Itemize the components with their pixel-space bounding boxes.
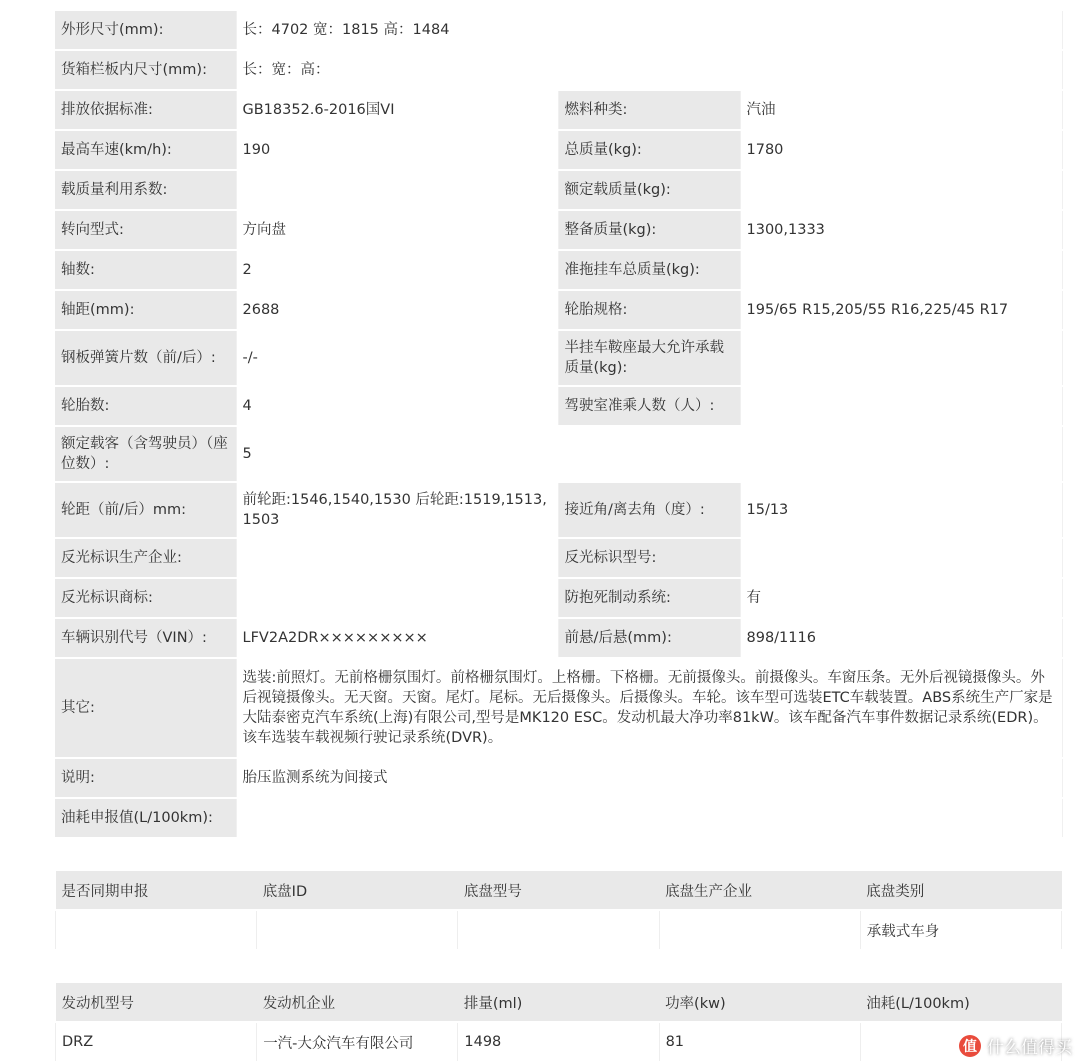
spec-row — [55, 386, 1062, 426]
spec-label: 最高车速(km/h): — [55, 130, 236, 170]
spec-value — [740, 538, 1062, 578]
spec-value: 前轮距:1546,1540,1530 后轮距:1519,1513,1503 — [236, 482, 558, 538]
spec-label: 外形尺寸(mm): — [55, 10, 236, 50]
spec-row — [55, 618, 1062, 658]
chassis-cell — [257, 910, 458, 950]
engine-cell: 一汽-大众汽车有限公司 — [257, 1022, 458, 1062]
spec-value: 胎压监测系统为间接式 — [236, 758, 1062, 798]
engine-header-cell: 功率(kw) — [659, 982, 860, 1022]
engine-header-row — [56, 982, 1062, 1022]
engine-header-cell: 发动机型号 — [56, 982, 257, 1022]
engine-header-cell: 发动机企业 — [257, 982, 458, 1022]
chassis-cell — [458, 910, 659, 950]
spec-row — [55, 210, 1062, 250]
chassis-cell: 承载式车身 — [860, 910, 1061, 950]
spec-value — [740, 386, 1062, 426]
spec-value: 2 — [236, 250, 558, 290]
spec-row — [55, 130, 1062, 170]
spec-label: 额定载质量(kg): — [558, 170, 740, 210]
chassis-cell — [659, 910, 860, 950]
spec-label: 车辆识别代号（VIN）: — [55, 618, 236, 658]
spec-value — [740, 170, 1062, 210]
spec-label: 整备质量(kg): — [558, 210, 740, 250]
spec-label: 轮胎数: — [55, 386, 236, 426]
spec-row — [55, 538, 1062, 578]
spec-label: 轮距（前/后）mm: — [55, 482, 236, 538]
spec-value — [236, 170, 558, 210]
spec-value: 5 — [236, 426, 1062, 482]
spec-label: 反光标识商标: — [55, 578, 236, 618]
spec-row — [55, 482, 1062, 538]
vehicle-spec-table — [55, 9, 1063, 839]
spec-value — [740, 250, 1062, 290]
spec-label: 半挂车鞍座最大允许承载质量(kg): — [558, 330, 740, 386]
spec-row — [55, 250, 1062, 290]
spec-label: 说明: — [55, 758, 236, 798]
spec-value: 195/65 R15,205/55 R16,225/45 R17 — [740, 290, 1062, 330]
spec-row — [55, 90, 1062, 130]
spec-label: 轴距(mm): — [55, 290, 236, 330]
spec-value — [740, 330, 1062, 386]
spec-label: 燃料种类: — [558, 90, 740, 130]
spec-row — [55, 170, 1062, 210]
spec-label: 接近角/离去角（度）: — [558, 482, 740, 538]
engine-table — [55, 981, 1062, 1063]
spec-value — [236, 798, 1062, 838]
spec-row — [55, 426, 1062, 482]
chassis-table — [55, 869, 1062, 951]
document-frame — [55, 9, 1062, 1063]
site-watermark — [959, 1033, 1072, 1058]
spec-label: 载质量利用系数: — [55, 170, 236, 210]
chassis-header-cell: 底盘型号 — [458, 870, 659, 910]
spec-value: 1300,1333 — [740, 210, 1062, 250]
spec-row — [55, 50, 1062, 90]
spec-label: 反光标识型号: — [558, 538, 740, 578]
chassis-header-row — [56, 870, 1062, 910]
spec-value — [236, 538, 558, 578]
spec-row — [55, 658, 1062, 758]
spec-value — [236, 578, 558, 618]
spec-value: GB18352.6-2016国VI — [236, 90, 558, 130]
spec-label: 准拖挂车总质量(kg): — [558, 250, 740, 290]
spec-label: 反光标识生产企业: — [55, 538, 236, 578]
spec-label: 防抱死制动系统: — [558, 578, 740, 618]
chassis-header-cell: 底盘ID — [257, 870, 458, 910]
spec-row — [55, 758, 1062, 798]
spec-row — [55, 798, 1062, 838]
spec-label: 前悬/后悬(mm): — [558, 618, 740, 658]
chassis-header-cell: 底盘类别 — [860, 870, 1061, 910]
spec-row — [55, 578, 1062, 618]
spec-value: 15/13 — [740, 482, 1062, 538]
spec-value: 选装:前照灯。无前格栅氛围灯。前格栅氛围灯。上格栅。下格栅。无前摄像头。前摄像头。车窗压条。无外后视镜摄像头。外后视镜摄像头。无天窗。天窗。尾灯。尾标。无后摄像头。后摄像头。车轮。该车型可选装ETC车载装置。ABS系统生产厂家是大陆泰密克汽车系统(上海)有限公司,型号是MK120 ESC。发动机最大净功率81kW。该车配备汽车事件数据记录系统(EDR)。该车选装车载视频行驶记录系统(DVR)。 — [236, 658, 1062, 758]
spec-label: 钢板弹簧片数（前/后）: — [55, 330, 236, 386]
chassis-header-cell: 底盘生产企业 — [659, 870, 860, 910]
spec-value: LFV2A2DR××××××××× — [236, 618, 558, 658]
spec-label: 驾驶室准乘人数（人）: — [558, 386, 740, 426]
engine-cell: 1498 — [458, 1022, 659, 1062]
spec-label: 轮胎规格: — [558, 290, 740, 330]
engine-cell: DRZ — [56, 1022, 257, 1062]
spec-row — [55, 10, 1062, 50]
spec-label: 排放依据标准: — [55, 90, 236, 130]
spec-row — [55, 330, 1062, 386]
spec-value: 长：宽：高： — [236, 50, 1062, 90]
engine-header-cell: 油耗(L/100km) — [860, 982, 1061, 1022]
chassis-data-row — [56, 910, 1062, 950]
spec-row — [55, 290, 1062, 330]
spec-label: 轴数: — [55, 250, 236, 290]
spec-label: 油耗申报值(L/100km): — [55, 798, 236, 838]
watermark-logo-icon: 值 — [959, 1035, 981, 1057]
spec-label: 额定载客（含驾驶员）（座位数）: — [55, 426, 236, 482]
spec-value: 4 — [236, 386, 558, 426]
spec-label: 其它: — [55, 658, 236, 758]
spec-value: 长：4702 宽：1815 高：1484 — [236, 10, 1062, 50]
spec-label: 总质量(kg): — [558, 130, 740, 170]
engine-cell: 81 — [659, 1022, 860, 1062]
engine-header-cell: 排量(ml) — [458, 982, 659, 1022]
engine-data-row — [56, 1022, 1062, 1062]
spec-label: 转向型式: — [55, 210, 236, 250]
watermark-text: 什么值得买 — [987, 1038, 1072, 1058]
spec-value: 2688 — [236, 290, 558, 330]
spec-value: -/- — [236, 330, 558, 386]
spec-value: 190 — [236, 130, 558, 170]
spec-value: 有 — [740, 578, 1062, 618]
spec-value: 898/1116 — [740, 618, 1062, 658]
chassis-header-cell: 是否同期申报 — [56, 870, 257, 910]
spec-value: 1780 — [740, 130, 1062, 170]
spec-value: 汽油 — [740, 90, 1062, 130]
spec-value: 方向盘 — [236, 210, 558, 250]
spec-label: 货箱栏板内尺寸(mm): — [55, 50, 236, 90]
chassis-cell — [56, 910, 257, 950]
